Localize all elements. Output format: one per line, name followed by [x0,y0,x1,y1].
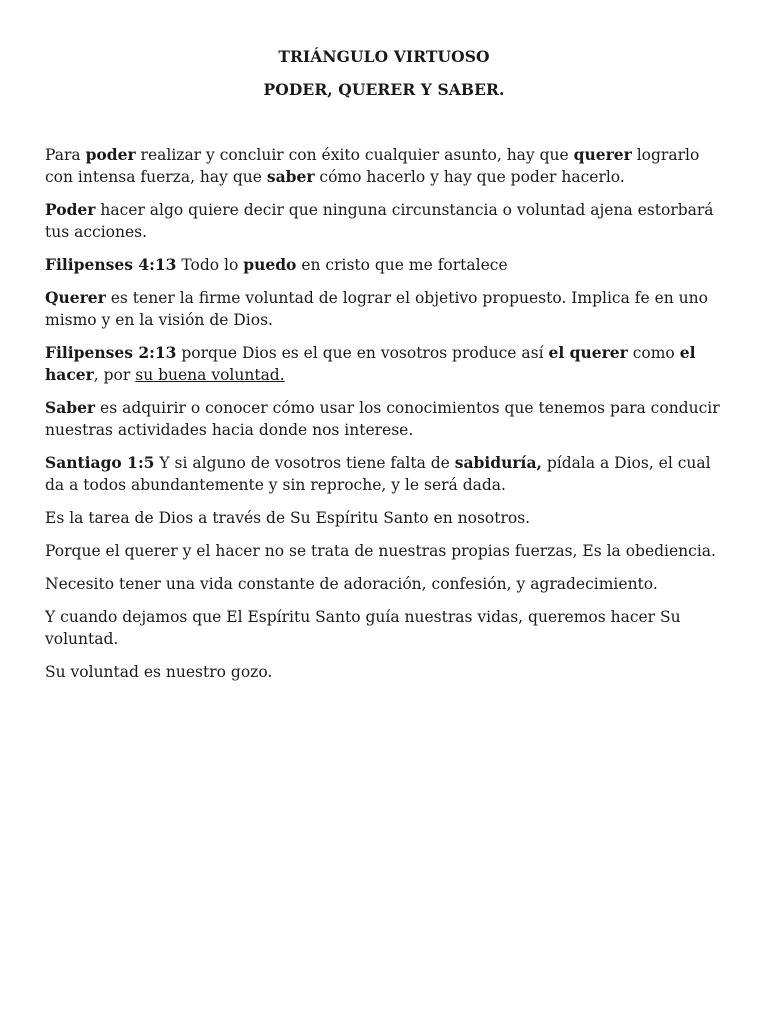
text-run: porque Dios es el que en vosotros produce así [176,344,549,362]
text-run: es tener la firme voluntad de lograr el objetivo propuesto. Implica fe en uno mismo y en la visión de Dios. [45,289,708,329]
paragraph-4 [45,287,725,331]
text-run: Para [45,146,86,164]
paragraph-9: Porque el querer y el hacer no se trata de nuestras propias fuerzas, Es la obediencia. [45,542,716,560]
paragraph-12: Su voluntad es nuestro gozo. [45,663,273,681]
text-run: es adquirir o conocer cómo usar los conocimientos que tenemos para conducir nuestras actividades hacia donde nos interese. [45,399,720,439]
paragraph-5 [45,342,725,386]
paragraph-6 [45,397,725,441]
bold-term: sabiduría, [454,453,542,472]
text-run: realizar y concluir con éxito cualquier asunto, hay que [135,146,574,164]
bold-term: el hacer [45,343,696,384]
text-run: hacer algo quiere decir que ninguna circunstancia o voluntad ajena estorbará tus acciones. [45,201,714,241]
bible-reference: Filipenses 2:13 [45,343,177,362]
text-run: pídala a Dios, el cual da a todos abundantemente y sin reproche, y le será dada. [45,454,711,494]
paragraph-7 [45,452,725,496]
bible-reference: Santiago 1:5 [45,453,155,472]
paragraph-8: Es la tarea de Dios a través de Su Espíritu Santo en nosotros. [45,509,531,527]
text-run: , por [93,366,136,384]
paragraph-10: Necesito tener una vida constante de adoración, confesión, y agradecimiento. [45,575,658,593]
text-run: Y si alguno de vosotros tiene falta de [154,454,455,472]
bold-term: Saber [45,398,96,417]
text-run: cómo hacerlo y hay que poder hacerlo. [314,168,625,186]
bold-term: Poder [45,200,96,219]
text-run: como [627,344,680,362]
underlined-text: su buena voluntad. [135,366,285,384]
bold-term: querer [573,145,632,164]
paragraph-1 [45,144,725,188]
paragraph-11: Y cuando dejamos que El Espíritu Santo guía nuestras vidas, queremos hacer Su voluntad. [45,608,681,648]
text-run: Todo lo [176,256,244,274]
bold-term: puedo [243,255,297,274]
paragraph-2 [45,199,725,243]
text-run: en cristo que me fortalece [296,256,508,274]
document-subtitle: PODER, QUERER Y SABER. [263,80,505,99]
text-run: lograrlo con intensa fuerza, hay que [45,146,700,186]
paragraph-3 [45,254,725,276]
bible-reference: Filipenses 4:13 [45,255,177,274]
bold-term: saber [266,167,315,186]
document-body [45,144,725,694]
document-title: TRIÁNGULO VIRTUOSO [278,47,490,66]
bold-term: poder [85,145,136,164]
bold-term: Querer [45,288,106,307]
bold-term: el querer [548,343,628,362]
